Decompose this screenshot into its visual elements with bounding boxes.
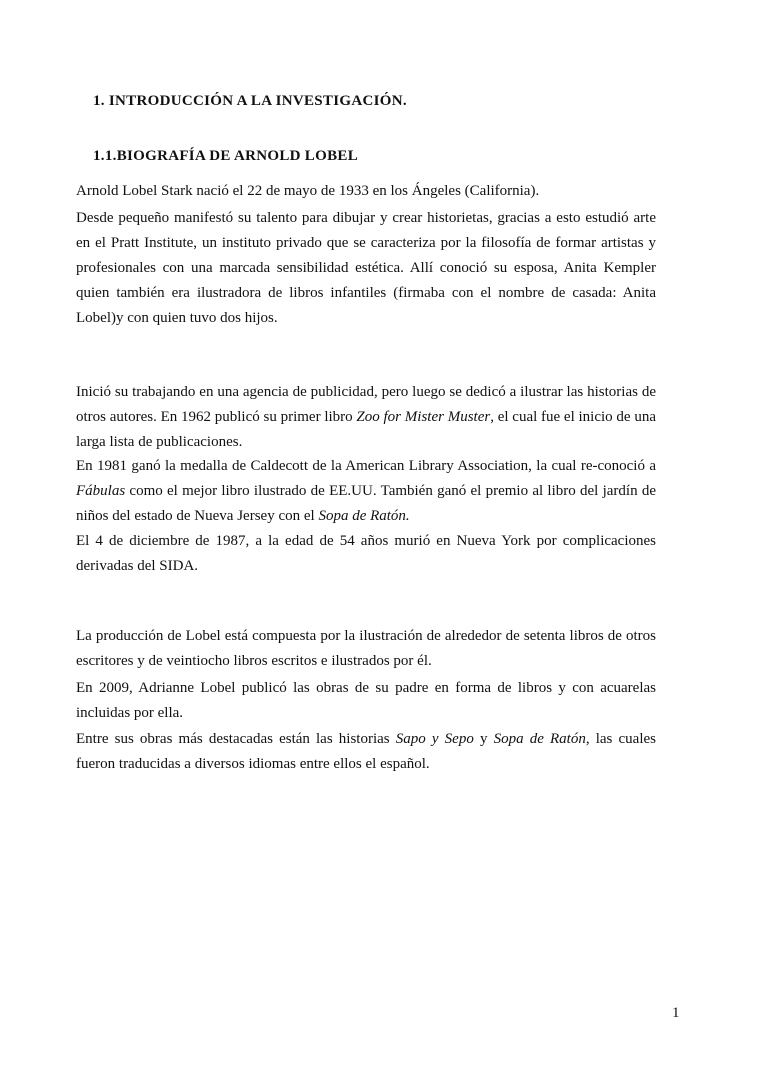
paragraph-text: , las cuales fueron traducidas a diversos idiomas entre ellos el español.	[76, 731, 657, 772]
subsection-heading: 1.1.BIOGRAFÍA DE ARNOLD LOBEL	[93, 148, 358, 164]
book-title: Sopa de Ratón.	[318, 508, 410, 524]
page-number: 1	[672, 1005, 680, 1021]
paragraph-2009: En 2009, Adrianne Lobel publicó las obras de su padre en forma de libros y con acuarelas incluidas por ella.	[76, 680, 656, 721]
paragraph-text: , el cual fue el inicio de una larga lista de publicaciones.	[76, 409, 657, 450]
book-title: Sopa de Ratón	[493, 731, 586, 747]
paragraph-text: y	[473, 731, 494, 747]
paragraph-birth: Arnold Lobel Stark nació el 22 de mayo de 1933 en los Ángeles (California).	[76, 183, 540, 199]
paragraph-death: El 4 de diciembre de 1987, a la edad de 54 años murió en Nueva York por complicaciones derivadas del SIDA.	[76, 533, 656, 574]
paragraph-text: Inició su trabajando en una agencia de publicidad, pero luego se dedicó a ilustrar las historias de otros autores. En 1962 publicó su primer libro	[76, 384, 656, 425]
paragraph-career	[76, 380, 656, 455]
book-title: Sapo y Sepo	[395, 731, 474, 747]
paragraph-text: como el mejor libro ilustrado de EE.UU. También ganó el premio al libro del jardín de niños del estado de Nueva Jersey con el	[76, 483, 656, 524]
paragraph-production: La producción de Lobel está compuesta por la ilustración de alrededor de setenta libros de otros escritores y de veintiocho libros escritos e ilustrados por él.	[76, 628, 656, 669]
section-heading: 1. INTRODUCCIÓN A LA INVESTIGACIÓN.	[93, 93, 407, 109]
book-title: Zoo for Mister Muster	[356, 409, 491, 425]
paragraph-notable-works	[76, 727, 656, 777]
paragraph-text: En 1981 ganó la medalla de Caldecott de la American Library Association, la cual re-conoció a	[76, 458, 656, 474]
paragraph-awards	[76, 454, 656, 529]
paragraph-text: Entre sus obras más destacadas están las historias	[76, 731, 396, 747]
paragraph-education: Desde pequeño manifestó su talento para dibujar y crear historietas, gracias a esto estudió arte en el Pratt Institute, un instituto privado que se caracteriza por la filosofía de formar artistas y profesionales con una marcada sensibilidad estética. Allí conoció su esposa, Anita Kempler quien también era ilustradora de libros infantiles (firmaba con el nombre de casada: Anita Lobel)y con quien tuvo dos hijos.	[76, 210, 656, 326]
book-title: Fábulas	[76, 483, 126, 499]
